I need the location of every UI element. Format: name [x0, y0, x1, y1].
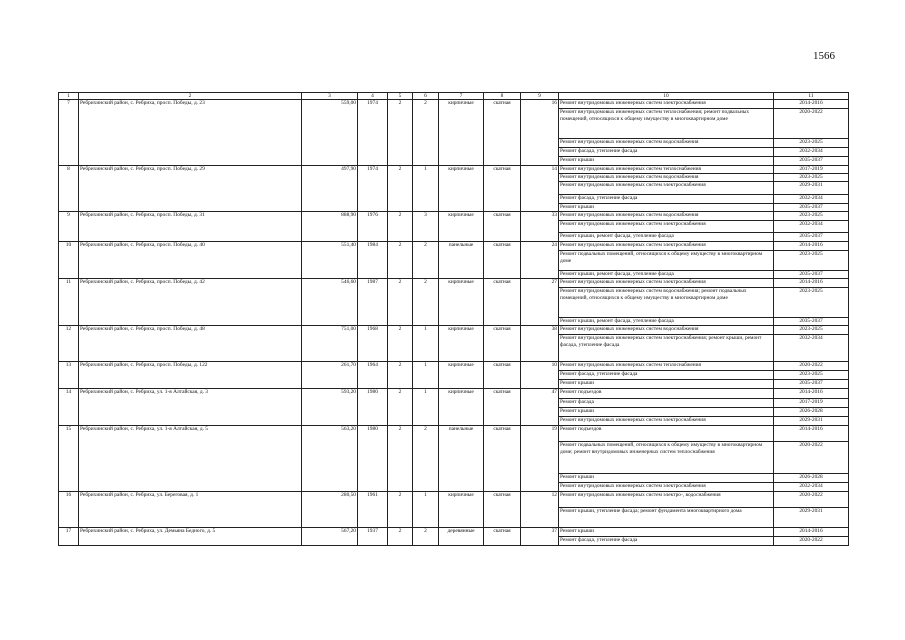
roof-type: скатная — [484, 389, 521, 426]
repair-period: 2014-2016 — [774, 528, 849, 537]
commissioning-year: 1974 — [358, 100, 388, 166]
column-header: 2 — [79, 93, 302, 100]
entrance-count: 1 — [413, 362, 439, 389]
entrance-count: 2 — [413, 100, 439, 166]
building-row — [59, 166, 849, 174]
column-number-row — [59, 93, 849, 100]
repair-work-type: Ремонт фасада, утепление фасада — [559, 195, 774, 204]
row-number: 15 — [59, 426, 79, 492]
row-number: 7 — [59, 100, 79, 166]
row-number: 9 — [59, 212, 79, 242]
repair-period: 2014-2016 — [774, 100, 849, 109]
capital-repair-table — [58, 92, 849, 546]
roof-type: скатная — [484, 212, 521, 242]
roof-type: скатная — [484, 326, 521, 362]
floor-count: 2 — [388, 326, 413, 362]
wall-material: кирпичные — [439, 362, 484, 389]
roof-type: скатная — [484, 166, 521, 212]
wall-material: кирпичные — [439, 100, 484, 166]
repair-work-type: Ремонт внутридомовых инженерных систем электроснабжения — [559, 182, 774, 195]
building-address: Ребрихинский район, с. Ребриха, ул. Демьяна Бедного, д. 5 — [79, 528, 302, 546]
floor-count: 2 — [388, 279, 413, 326]
wall-material: кирпичные — [439, 492, 484, 528]
row-number: 14 — [59, 389, 79, 426]
total-area: 497,90 — [302, 166, 358, 212]
column-header: 8 — [484, 93, 521, 100]
floor-count: 2 — [388, 242, 413, 279]
building-address: Ребрихинский район, с. Ребриха, просп. Победы, д. 40 — [79, 242, 302, 279]
total-area: 546,60 — [302, 279, 358, 326]
total-area: 593,20 — [302, 389, 358, 426]
repair-work-type: Ремонт крыши, утепление фасада; ремонт фундамента многоквартирного дома — [559, 508, 774, 528]
total-area: 261,70 — [302, 362, 358, 389]
wall-material: кирпичные — [439, 389, 484, 426]
commissioning-year: 1987 — [358, 279, 388, 326]
building-address: Ребрихинский район, с. Ребриха, ул. Береговая, д. 1 — [79, 492, 302, 528]
building-row — [59, 242, 849, 251]
row-number: 8 — [59, 166, 79, 212]
commissioning-year: 1976 — [358, 212, 388, 242]
row-number: 12 — [59, 326, 79, 362]
repair-period: 2017-2019 — [774, 166, 849, 174]
repair-work-type: Ремонт подъездов — [559, 426, 774, 442]
apartment-count: 10 — [521, 362, 559, 389]
repair-work-type: Ремонт крыши — [559, 380, 774, 389]
commissioning-year: 1980 — [358, 389, 388, 426]
entrance-count: 1 — [413, 492, 439, 528]
repair-work-type: Ремонт внутридомовых инженерных систем теплоснабжения — [559, 362, 774, 371]
repair-work-type: Ремонт внутридомовых инженерных систем теплоснабжения — [559, 166, 774, 174]
apartment-count: 12 — [521, 492, 559, 528]
repair-period: 2032-2034 — [774, 221, 849, 233]
entrance-count: 3 — [413, 212, 439, 242]
apartment-count: 38 — [521, 326, 559, 362]
building-address: Ребрихинский район, с. Ребриха, ул. 1-я Алтайская, д. 5 — [79, 426, 302, 492]
entrance-count: 1 — [413, 389, 439, 426]
row-number: 11 — [59, 279, 79, 326]
repair-work-type: Ремонт крыши — [559, 474, 774, 483]
repair-period: 2014-2016 — [774, 279, 849, 288]
repair-work-type: Ремонт крыши, ремонт фасада, утепление фасада — [559, 271, 774, 279]
column-header: 1 — [59, 93, 79, 100]
floor-count: 2 — [388, 212, 413, 242]
column-header: 10 — [559, 93, 774, 100]
row-number: 16 — [59, 492, 79, 528]
repair-period: 2029-2031 — [774, 182, 849, 195]
repair-period: 2023-2025 — [774, 212, 849, 221]
repair-work-type: Ремонт подвальных помещений, относящихся к общему имуществу в многоквартирном доме — [559, 251, 774, 271]
commissioning-year: 1937 — [358, 528, 388, 546]
repair-period: 2026-2028 — [774, 408, 849, 417]
floor-count: 2 — [388, 426, 413, 492]
repair-work-type: Ремонт фасада, утепление фасада — [559, 537, 774, 546]
floor-count: 2 — [388, 492, 413, 528]
wall-material: панельные — [439, 242, 484, 279]
building-row — [59, 326, 849, 335]
repair-work-type: Ремонт внутридомовых инженерных систем электроснабжения — [559, 417, 774, 426]
entrance-count: 1 — [413, 326, 439, 362]
repair-period: 2032-2034 — [774, 148, 849, 157]
repair-work-type: Ремонт внутридомовых инженерных систем электроснабжения — [559, 100, 774, 109]
repair-period: 2020-2022 — [774, 537, 849, 546]
repair-work-type: Ремонт фасада, утепление фасада — [559, 371, 774, 380]
entrance-count: 2 — [413, 528, 439, 546]
row-number: 10 — [59, 242, 79, 279]
repair-period: 2023-2025 — [774, 371, 849, 380]
repair-work-type: Ремонт фасада, утепление фасада — [559, 148, 774, 157]
repair-period: 2020-2022 — [774, 109, 849, 139]
commissioning-year: 1961 — [358, 492, 388, 528]
repair-period: 2014-2016 — [774, 242, 849, 251]
repair-work-type: Ремонт крыши — [559, 528, 774, 537]
building-address: Ребрихинский район, с. Ребриха, просп. Победы, д. 42 — [79, 279, 302, 326]
total-area: 563,20 — [302, 426, 358, 492]
building-row — [59, 279, 849, 288]
repair-period: 2023-2025 — [774, 288, 849, 318]
floor-count: 2 — [388, 100, 413, 166]
page-number: 1566 — [813, 50, 835, 62]
apartment-count: 37 — [521, 528, 559, 546]
total-area: 567,20 — [302, 528, 358, 546]
repair-period: 2035-2037 — [774, 204, 849, 212]
repair-work-type: Ремонт подвальных помещений, относящихся к общему имуществу в многоквартирном доме; ремонт внутридомовых инженерных систем теплоснабжения — [559, 442, 774, 474]
repair-work-type: Ремонт крыши, ремонт фасада, утепление фасада — [559, 318, 774, 326]
wall-material: кирпичные — [439, 212, 484, 242]
repair-work-type: Ремонт внутридомовых инженерных систем водоснабжения — [559, 326, 774, 335]
commissioning-year: 1968 — [358, 326, 388, 362]
commissioning-year: 1974 — [358, 166, 388, 212]
column-header: 11 — [774, 93, 849, 100]
total-area: 559,00 — [302, 100, 358, 166]
repair-period: 2032-2034 — [774, 483, 849, 492]
building-address: Ребрихинский район, с. Ребриха, просп. Победы, д. 31 — [79, 212, 302, 242]
total-area: 280,50 — [302, 492, 358, 528]
apartment-count: 24 — [521, 242, 559, 279]
repair-period: 2023-2025 — [774, 251, 849, 271]
wall-material: панельные — [439, 426, 484, 492]
wall-material: кирпичные — [439, 166, 484, 212]
building-row — [59, 426, 849, 442]
repair-work-type: Ремонт внутридомовых инженерных систем водоснабжения — [559, 139, 774, 148]
building-row — [59, 528, 849, 537]
wall-material: деревянные — [439, 528, 484, 546]
repair-period: 2032-2034 — [774, 195, 849, 204]
roof-type: скатная — [484, 100, 521, 166]
roof-type: скатная — [484, 528, 521, 546]
repair-work-type: Ремонт внутридомовых инженерных систем водоснабжения — [559, 174, 774, 182]
column-header: 7 — [439, 93, 484, 100]
commissioning-year: 1980 — [358, 426, 388, 492]
repair-work-type: Ремонт внутридомовых инженерных систем электроснабжения — [559, 483, 774, 492]
floor-count: 2 — [388, 362, 413, 389]
wall-material: кирпичные — [439, 279, 484, 326]
repair-period: 2020-2022 — [774, 492, 849, 508]
repair-period: 2023-2025 — [774, 139, 849, 148]
repair-period: 2023-2025 — [774, 174, 849, 182]
repair-period: 2029-2031 — [774, 417, 849, 426]
apartment-count: 27 — [521, 279, 559, 326]
entrance-count: 2 — [413, 279, 439, 326]
building-row — [59, 492, 849, 508]
column-header: 4 — [358, 93, 388, 100]
repair-period: 2014-2016 — [774, 389, 849, 399]
repair-period: 2032-2034 — [774, 335, 849, 362]
column-header: 5 — [388, 93, 413, 100]
repair-period: 2035-2037 — [774, 157, 849, 166]
roof-type: скатная — [484, 279, 521, 326]
repair-work-type: Ремонт внутридомовых инженерных систем электроснабжения — [559, 221, 774, 233]
repair-work-type: Ремонт внутридомовых инженерных систем электро-, водоснабжения — [559, 492, 774, 508]
roof-type: скатная — [484, 242, 521, 279]
repair-work-type: Ремонт внутридомовых инженерных систем теплоснабжения; ремонт подвальных помещений, относящихся к общему имуществу в многоквартирном доме — [559, 109, 774, 139]
repair-period: 2029-2031 — [774, 508, 849, 528]
total-area: 888,90 — [302, 212, 358, 242]
repair-period: 2023-2025 — [774, 326, 849, 335]
repair-period: 2035-2037 — [774, 271, 849, 279]
repair-work-type: Ремонт крыши — [559, 204, 774, 212]
repair-work-type: Ремонт внутридомовых инженерных систем водоснабжения; ремонт подвальных помещений, относящихся к общему имуществу в многоквартирном доме — [559, 288, 774, 318]
building-row — [59, 389, 849, 399]
apartment-count: 16 — [521, 100, 559, 166]
repair-work-type: Ремонт подъездов — [559, 389, 774, 399]
repair-work-type: Ремонт внутридомовых инженерных систем электроснабжения; ремонт крыши, ремонт фасада, утепление фасада — [559, 335, 774, 362]
repair-work-type: Ремонт внутридомовых инженерных систем электроснабжения — [559, 242, 774, 251]
table-body — [59, 93, 849, 546]
building-address: Ребрихинский район, с. Ребриха, просп. Победы, д. 29 — [79, 166, 302, 212]
repair-period: 2014-2016 — [774, 426, 849, 442]
repair-work-type: Ремонт внутридомовых инженерных систем водоснабжения — [559, 212, 774, 221]
apartment-count: 47 — [521, 389, 559, 426]
total-area: 551,40 — [302, 242, 358, 279]
column-header: 9 — [521, 93, 559, 100]
repair-period: 2035-2037 — [774, 318, 849, 326]
building-row — [59, 362, 849, 371]
repair-period: 2020-2022 — [774, 442, 849, 474]
wall-material: кирпичные — [439, 326, 484, 362]
commissioning-year: 1984 — [358, 242, 388, 279]
building-row — [59, 100, 849, 109]
floor-count: 2 — [388, 166, 413, 212]
column-header: 3 — [302, 93, 358, 100]
floor-count: 2 — [388, 389, 413, 426]
floor-count: 2 — [388, 528, 413, 546]
repair-work-type: Ремонт крыши — [559, 157, 774, 166]
row-number: 17 — [59, 528, 79, 546]
roof-type: скатная — [484, 492, 521, 528]
commissioning-year: 1964 — [358, 362, 388, 389]
repair-period: 2026-2028 — [774, 474, 849, 483]
entrance-count: 2 — [413, 426, 439, 492]
row-number: 13 — [59, 362, 79, 389]
repair-work-type: Ремонт фасада — [559, 399, 774, 408]
repair-work-type: Ремонт внутридомовых инженерных систем электроснабжения — [559, 279, 774, 288]
repair-period: 2035-2037 — [774, 233, 849, 242]
repair-period: 2035-2037 — [774, 380, 849, 389]
roof-type: скатная — [484, 362, 521, 389]
total-area: 751,00 — [302, 326, 358, 362]
apartment-count: 19 — [521, 426, 559, 492]
repair-period: 2017-2019 — [774, 399, 849, 408]
building-address: Ребрихинский район, с. Ребриха, просп. Победы, д. 122 — [79, 362, 302, 389]
repair-work-type: Ремонт крыши, ремонт фасада, утепление фасада — [559, 233, 774, 242]
column-header: 6 — [413, 93, 439, 100]
entrance-count: 2 — [413, 242, 439, 279]
apartment-count: 14 — [521, 166, 559, 212]
apartment-count: 33 — [521, 212, 559, 242]
repair-work-type: Ремонт крыши — [559, 408, 774, 417]
repair-period: 2020-2022 — [774, 362, 849, 371]
building-row — [59, 212, 849, 221]
building-address: Ребрихинский район, с. Ребриха, просп. Победы, д. 48 — [79, 326, 302, 362]
roof-type: скатная — [484, 426, 521, 492]
building-address: Ребрихинский район, с. Ребриха, просп. Победы, д. 23 — [79, 100, 302, 166]
entrance-count: 1 — [413, 166, 439, 212]
building-address: Ребрихинский район, с. Ребриха, ул. 1-я Алтайская, д. 3 — [79, 389, 302, 426]
